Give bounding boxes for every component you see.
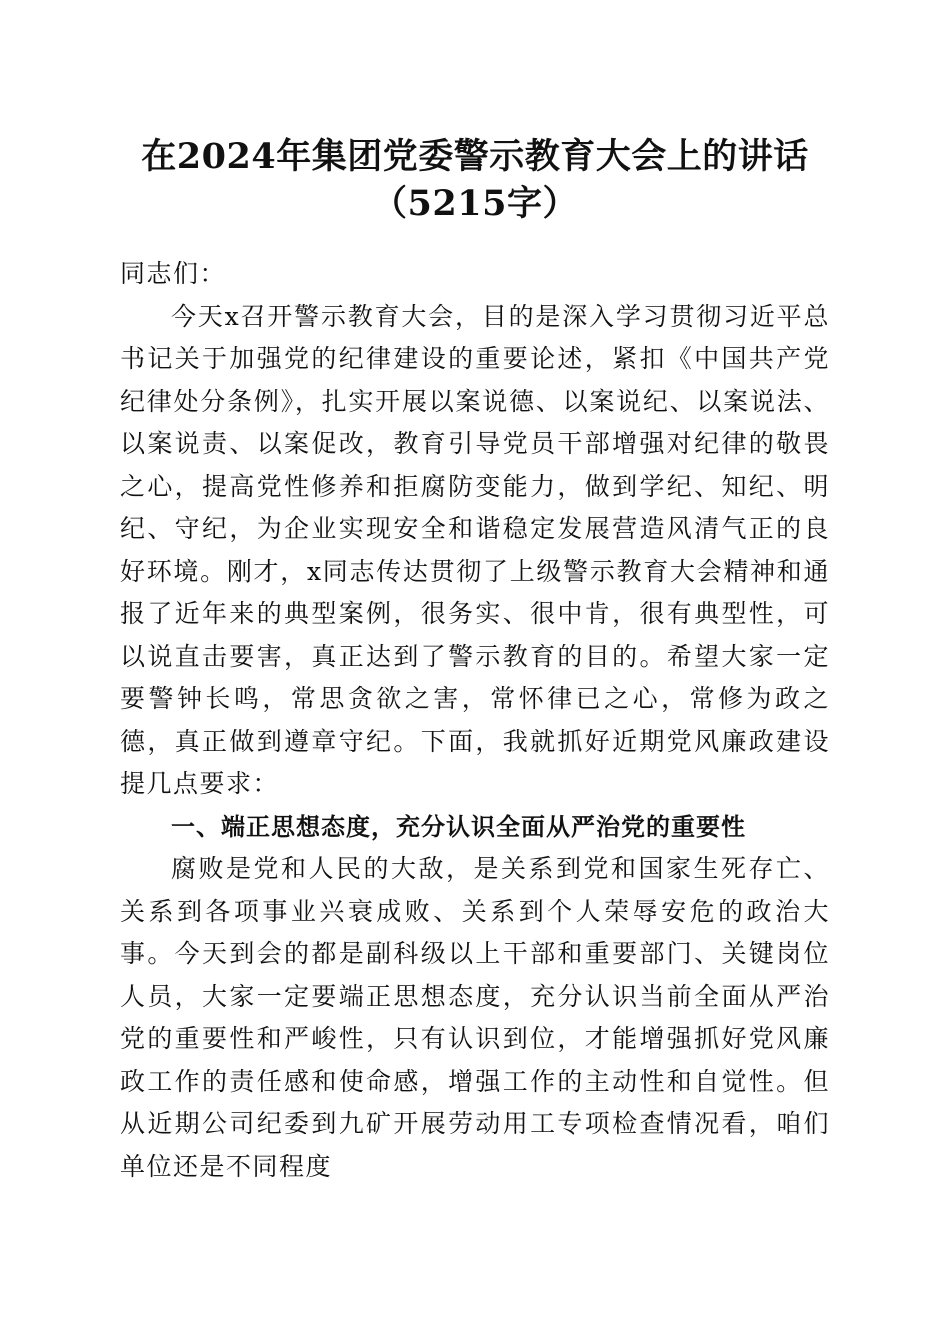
document-title-block <box>120 133 830 227</box>
document-title: 在2024年集团党委警示教育大会上的讲话 <box>141 136 809 177</box>
document-subtitle: （5215字） <box>372 183 578 224</box>
section-paragraph: 腐败是党和人民的大敌，是关系到党和国家生死存亡、关系到各项事业兴衰成败、关系到个人荣辱安危的政治大事。今天到会的都是副科级以上干部和重要部门、关键岗位人员，大家一定要端正思想态度，充分认识当前全面从严治党的重要性和严峻性，只有认识到位，才能增强抓好党风廉政工作的责任感和使命感，增强工作的主动性和自觉性。但从近期公司纪委到九矿开展劳动用工专项检查情况看，咱们单位还是不同程度 <box>120 854 830 1181</box>
section-heading: 一、端正思想态度，充分认识全面从严治党的重要性 <box>171 812 746 841</box>
document-body <box>120 253 830 1188</box>
opening-paragraph: 今天x召开警示教育大会，目的是深入学习贯彻习近平总书记关于加强党的纪律建设的重要论述，紧扣《中国共产党纪律处分条例》，扎实开展以案说德、以案说纪、以案说法、以案说责、以案促改，教育引导党员干部增强对纪律的敬畏之心，提高党性修养和拒腐防变能力，做到学纪、知纪、明纪、守纪，为企业实现安全和谐稳定发展营造风清气正的良好环境。刚才，x同志传达贯彻了上级警示教育大会精神和通报了近年来的典型案例，很务实、很中肯，很有典型性，可以说直击要害，真正达到了警示教育的目的。希望大家一定要警钟长鸣，常思贪欲之害，常怀律已之心，常修为政之德，真正做到遵章守纪。下面，我就抓好近期党风廉政建设提几点要求： <box>120 301 830 798</box>
salutation: 同志们： <box>120 259 227 288</box>
